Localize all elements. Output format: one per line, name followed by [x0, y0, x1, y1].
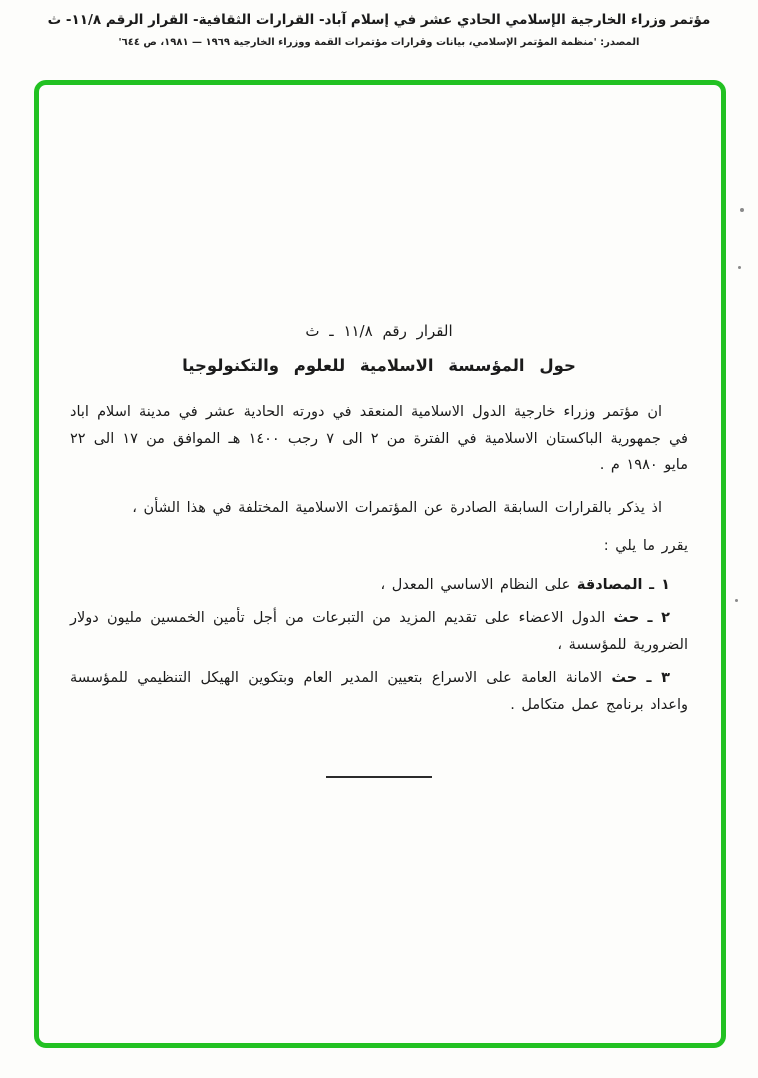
resolution-number: القرار رقم ١١/٨ ـ ث — [305, 322, 453, 340]
scan-artifact-dot — [738, 266, 741, 269]
resolution-item-1 — [70, 572, 688, 599]
item-3-text: الامانة العامة على الاسراع بتعيين المدير العام وبتكوين الهيكل التنظيمي للمؤسسة واعداد برنامج عمل متكامل . — [70, 670, 688, 713]
item-1-lead: المصادقة — [576, 576, 643, 593]
resolution-item-3 — [70, 665, 688, 718]
document-body — [70, 322, 688, 778]
separator-line — [326, 776, 432, 778]
item-3-lead: حث — [611, 670, 638, 686]
item-2-lead: حث — [613, 610, 640, 626]
item-3-number: ٣ ـ — [646, 670, 671, 686]
item-1-text: على النظام الاساسي المعدل ، — [380, 576, 571, 593]
recall-paragraph: اذ يذكر بالقرارات السابقة الصادرة عن المؤتمرات الاسلامية المختلفة في هذا الشأن ، — [132, 499, 662, 516]
item-2-text: الدول الاعضاء على تقديم المزيد من التبرعات من أجل تأمين الخمسين مليون دولار الضرورية للمؤسسة ، — [70, 610, 688, 653]
page-header — [0, 12, 758, 48]
document-title: حول المؤسسة الاسلامية للعلوم والتكنولوجيا — [182, 356, 576, 375]
preamble-paragraph: ان مؤتمر وزراء خارجية الدول الاسلامية المنعقد في دورته الحادية عشر في مدينة اسلام اباد في جمهورية الباكستان الاسلامية في الفترة من ٢ الى ٧ رجب ١٤٠٠ هـ الموافق من ١٧ الى ٢٢ مايو ١٩٨٠ م . — [70, 404, 688, 473]
item-1-number: ١ ـ — [649, 576, 670, 593]
header-source: المصدر: 'منظمة المؤتمر الإسلامي، بيانات وقرارات مؤتمرات القمة ووزراء الخارجية ١٩٦٩ — ١٩٨١، ص ٦٤٤' — [118, 37, 640, 48]
item-2-number: ٢ ـ — [647, 610, 670, 626]
decree-lead: يقرر ما يلي : — [603, 538, 688, 554]
scan-artifact-dot — [735, 599, 738, 602]
scan-artifact-dot — [740, 208, 744, 212]
resolution-item-2 — [70, 605, 688, 658]
header-citation: مؤتمر وزراء الخارجية الإسلامي الحادي عشر في إسلام آباد- القرارات الثقافية- القرار الرقم ١١/٨- ث — [47, 12, 711, 28]
